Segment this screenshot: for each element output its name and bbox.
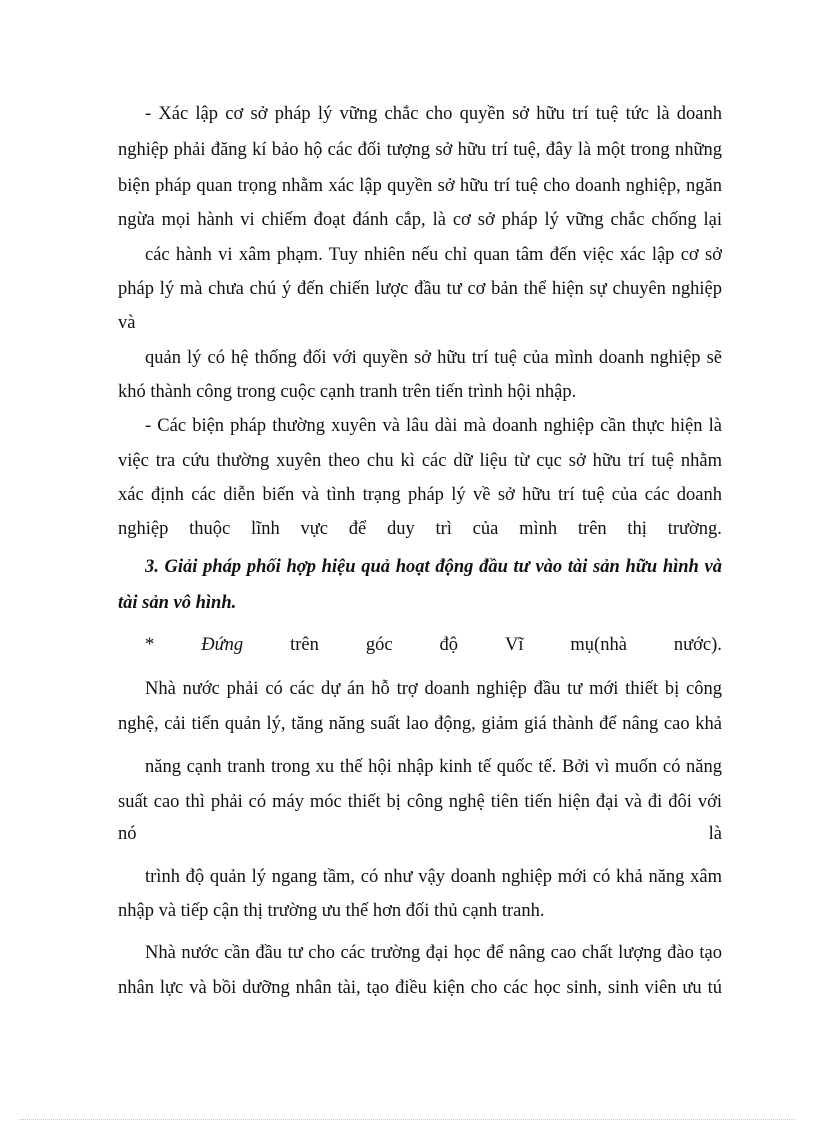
section-heading: 3. Giải pháp phối hợp hiệu quả hoạt động đầu tư vào tài sản hữu hình và <box>145 557 722 577</box>
word: lĩnh <box>250 519 280 539</box>
paragraph-line: nghiệp phải đăng kí bảo hộ các đối tượng sở hữu trí tuệ, đây là một trong những <box>118 140 722 160</box>
word: vực <box>300 519 328 539</box>
paragraph-line: quản lý có hệ thống đối với quyền sở hữu trí tuệ của mình doanh nghiệp sẽ <box>145 348 722 368</box>
word: * <box>145 635 155 655</box>
paragraph-line: năng cạnh tranh trong xu thế hội nhập kinh tế quốc tế. Bởi vì muốn có năng <box>145 757 722 777</box>
section-heading: tài sản vô hình. <box>118 593 237 613</box>
page-bottom-rule <box>20 1119 796 1120</box>
paragraph-line: trình độ quản lý ngang tầm, có như vậy doanh nghiệp mới có khả năng xâm <box>145 867 722 887</box>
word: trên <box>577 519 607 539</box>
paragraph-line: việc tra cứu thường xuyên theo chu kì các dữ liệu từ cục sở hữu trí tuệ nhằm <box>118 451 722 471</box>
word: để <box>348 519 367 539</box>
paragraph-line: Nhà nước cần đầu tư cho các trường đại học để nâng cao chất lượng đào tạo <box>145 943 722 963</box>
word: mình <box>519 519 558 539</box>
word: duy <box>386 519 415 539</box>
word: Vĩ <box>504 635 524 655</box>
word: Đứng <box>201 635 244 655</box>
word: là <box>708 824 722 844</box>
paragraph-line: nhân lực và bồi dưỡng nhân tài, tạo điều kiện cho các học sinh, sinh viên ưu tú <box>118 978 722 998</box>
paragraph-line: nghệ, cải tiến quản lý, tăng năng suất lao động, giảm giá thành để nâng cao khả <box>118 714 722 734</box>
paragraph-line-spread <box>118 822 722 846</box>
word: nước). <box>673 635 722 655</box>
word: trì <box>435 519 452 539</box>
paragraph-line-spread <box>118 517 722 541</box>
word: của <box>472 519 499 539</box>
word: nó <box>118 824 137 844</box>
paragraph-line: nhập và tiếp cận thị trường ưu thế hơn đối thủ cạnh tranh. <box>118 901 545 921</box>
word: thị <box>627 519 647 539</box>
paragraph-line: Nhà nước phải có các dự án hỗ trợ doanh nghiệp đầu tư mới thiết bị công <box>145 679 722 699</box>
paragraph-line: các hành vi xâm phạm. Tuy nhiên nếu chỉ quan tâm đến việc xác lập cơ sở <box>145 245 722 265</box>
paragraph-line: suất cao thì phải có máy móc thiết bị công nghệ tiên tiến hiện đại và đi đôi với <box>118 792 722 812</box>
paragraph-line: ngừa mọi hành vi chiếm đoạt đánh cắp, là cơ sở pháp lý vững chắc chống lại <box>118 210 722 230</box>
paragraph-line: - Các biện pháp thường xuyên và lâu dài mà doanh nghiệp cần thực hiện là <box>145 416 722 436</box>
word: độ <box>439 635 458 655</box>
paragraph-line: và <box>118 313 136 333</box>
word: trên <box>290 635 319 655</box>
paragraph-line: - Xác lập cơ sở pháp lý vững chắc cho quyền sở hữu trí tuệ tức là doanh <box>145 104 722 124</box>
paragraph-line: biện pháp quan trọng nhằm xác lập quyền sở hữu trí tuệ cho doanh nghiệp, ngăn <box>118 176 722 196</box>
paragraph-line: xác định các diễn biến và tình trạng pháp lý về sở hữu trí tuệ của các doanh <box>118 485 722 505</box>
subheading-line-spread <box>145 633 722 657</box>
word: thuộc <box>189 519 231 539</box>
paragraph-line: khó thành công trong cuộc cạnh tranh trên tiến trình hội nhập. <box>118 382 577 402</box>
word: mụ(nhà <box>570 635 627 655</box>
word: góc <box>365 635 393 655</box>
word: trường. <box>667 519 722 539</box>
word: nghiệp <box>118 519 169 539</box>
paragraph-line: pháp lý mà chưa chú ý đến chiến lược đầu tư cơ bản thể hiện sự chuyên nghiệp <box>118 279 722 299</box>
